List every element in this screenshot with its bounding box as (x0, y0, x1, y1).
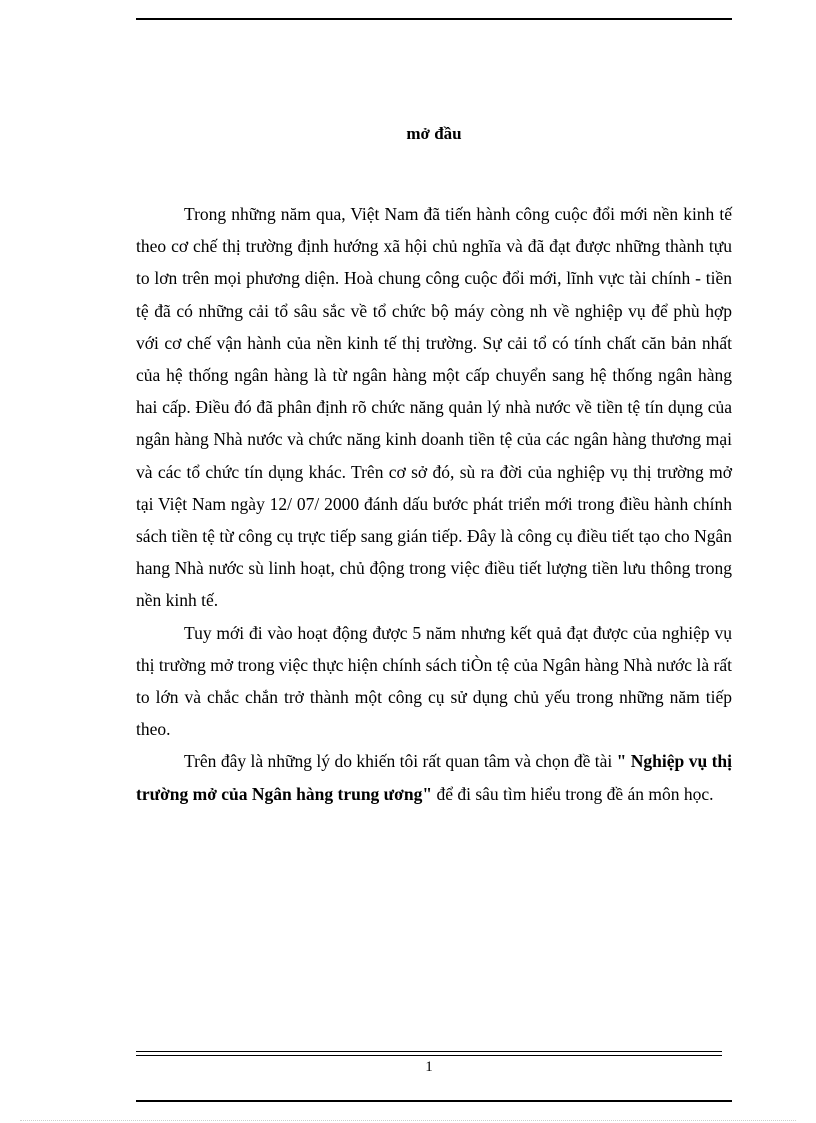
paragraph-3-tail: để đi sâu tìm hiểu trong đề án môn học. (432, 783, 714, 804)
page-edge-divider (20, 1120, 796, 1121)
bottom-rule (136, 1100, 732, 1102)
paragraph-2: Tuy mới đi vào hoạt động được 5 năm nhưng kết quả đạt được của nghiệp vụ thị trường mở trong việc thực hiện chính sách tiÒn tệ của Ngân hàng Nhà nước là rất to lớn và chắc chắn trở thành một công cụ sử dụng chủ yếu trong những năm tiếp theo. (136, 622, 732, 740)
footer-rule (136, 1051, 722, 1056)
body-text (136, 198, 732, 810)
paragraph-3 (136, 745, 732, 809)
header-rule (136, 18, 732, 20)
page-number: 1 (425, 1059, 433, 1075)
paragraph-1: Trong những năm qua, Việt Nam đã tiến hành công cuộc đổi mới nền kinh tế theo cơ chế thị trường định hướng xã hội chủ nghĩa và đã đạt được những thành tựu to lơn trên mọi phương diện. Hoà chung công cuộc đổi mới, lĩnh vực tài chính - tiền tệ đã có những cải tổ sâu sắc về tổ chức bộ máy còng nh về nghiệp vụ để phù hợp với cơ chế vận hành của nền kinh tế thị trường. Sự cải tổ có tính chất căn bản nhất của hệ thống ngân hàng là từ ngân hàng một cấp chuyển sang hệ thống ngân hàng hai cấp. Điều đó đã phân định rõ chức năng quản lý nhà nước về tiền tệ tín dụng của ngân hàng Nhà nước và chức năng kinh doanh tiền tệ của các ngân hàng thương mại và các tổ chức tín dụng khác. Trên cơ sở đó, sù ra đời của nghiệp vụ thị trường mở tại Việt Nam ngày 12/ 07/ 2000 đánh dấu bước phát triển mới trong điều hành chính sách tiền tệ từ công cụ trực tiếp sang gián tiếp. Đây là công cụ điều tiết tạo cho Ngân hang Nhà nước sù linh hoạt, chủ động trong việc điều tiết lượng tiền lưu thông trong nền kinh tế. (136, 204, 732, 611)
paragraph-3-lead: Trên đây là những lý do khiến tôi rất quan tâm và chọn đề tài (184, 751, 617, 772)
thesis-topic: " Nghiệp vụ thị trường mở của Ngân hàng trung ương" (136, 751, 733, 804)
page-title: mở đầu (406, 124, 462, 143)
